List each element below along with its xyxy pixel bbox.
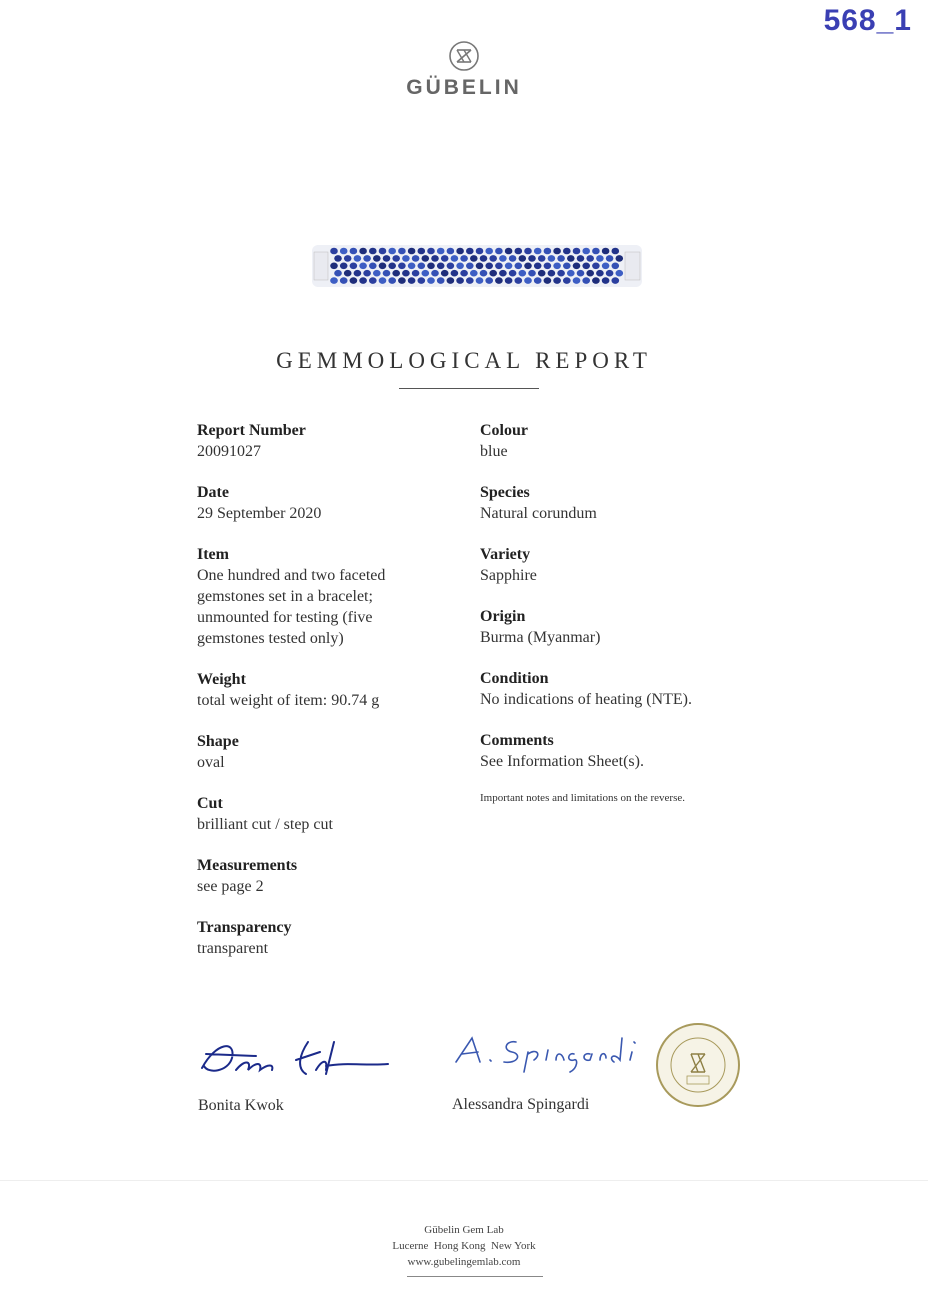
sapphire-stone	[447, 277, 455, 284]
field-value: oval	[197, 754, 225, 771]
sapphire-stone	[528, 255, 536, 262]
footer	[0, 1222, 928, 1270]
sapphire-stone	[451, 255, 459, 262]
sapphire-stone	[344, 255, 352, 262]
sapphire-stone	[392, 270, 400, 277]
field-value: Sapphire	[480, 567, 537, 584]
sapphire-stone	[602, 248, 610, 255]
brand-name: GÜBELIN	[406, 76, 522, 99]
field-condition	[480, 668, 740, 710]
signatory-name-right: Alessandra Spingardi	[452, 1096, 590, 1113]
sapphire-stone	[567, 270, 575, 277]
footer-locations: Lucerne Hong Kong New York	[392, 1240, 536, 1252]
sapphire-stone	[553, 263, 561, 270]
sapphire-stone	[586, 255, 594, 262]
field-transparency	[197, 917, 457, 959]
field-value: blue	[480, 443, 508, 460]
sapphire-stone	[538, 270, 546, 277]
field-label: Report Number	[197, 422, 306, 439]
field-value: Burma (Myanmar)	[480, 629, 601, 646]
gubelin-emblem-icon	[448, 40, 480, 72]
sapphire-stone	[573, 263, 581, 270]
sapphire-stone	[602, 277, 610, 284]
field-label: Date	[197, 484, 229, 501]
field-label: Species	[480, 484, 530, 501]
sapphire-stone	[505, 248, 513, 255]
sapphire-stone	[577, 270, 585, 277]
sapphire-stone	[612, 277, 620, 284]
sapphire-stone	[431, 255, 439, 262]
sapphire-stone	[340, 248, 348, 255]
sapphire-stone	[515, 277, 523, 284]
sapphire-stone	[354, 255, 362, 262]
field-label: Origin	[480, 608, 526, 625]
sapphire-stone	[340, 263, 348, 270]
sapphire-stone	[359, 248, 367, 255]
sapphire-stone	[330, 263, 338, 270]
sapphire-stone	[363, 270, 371, 277]
footer-lab-name: Gübelin Gem Lab	[424, 1224, 504, 1236]
sapphire-stone	[573, 248, 581, 255]
sapphire-stone	[582, 248, 590, 255]
sapphire-stone	[577, 255, 585, 262]
sapphire-stone	[544, 248, 552, 255]
sapphire-stone	[383, 255, 391, 262]
field-value: See Information Sheet(s).	[480, 753, 644, 770]
sapphire-stone	[422, 255, 430, 262]
sapphire-stone	[408, 248, 416, 255]
sapphire-stone	[456, 277, 464, 284]
sapphire-stone	[427, 248, 435, 255]
footer-website-link[interactable]: www.gubelingemlab.com	[407, 1256, 521, 1268]
field-label: Comments	[480, 732, 554, 749]
sapphire-stone	[330, 248, 338, 255]
sapphire-stone	[412, 255, 420, 262]
sapphire-stone	[485, 263, 493, 270]
sapphire-stone	[460, 270, 468, 277]
sapphire-stone	[553, 277, 561, 284]
document-id-label: 568_1	[823, 4, 912, 37]
report-title: GEMMOLOGICAL REPORT	[276, 348, 652, 373]
sapphire-stone	[373, 270, 381, 277]
field-report-number	[197, 420, 457, 462]
sapphire-stone	[402, 270, 410, 277]
field-shape	[197, 731, 457, 773]
sapphire-stone	[441, 270, 449, 277]
field-value: One hundred and two faceted gemstones set in a bracelet; unmounted for testing (five gemstones tested only)	[197, 567, 386, 647]
sapphire-stone	[596, 270, 604, 277]
signatory-name-left: Bonita Kwok	[198, 1097, 284, 1114]
sapphire-stone	[534, 248, 542, 255]
sapphire-stone	[519, 255, 527, 262]
sapphire-stone	[553, 248, 561, 255]
sapphire-stone	[602, 263, 610, 270]
sapphire-stone	[495, 277, 503, 284]
sapphire-stone	[388, 248, 396, 255]
field-value: 20091027	[197, 443, 261, 460]
sapphire-stone	[476, 263, 484, 270]
footer-website-underline	[407, 1276, 543, 1277]
sapphire-stone	[418, 248, 426, 255]
sapphire-stone	[466, 277, 474, 284]
sapphire-stone	[379, 263, 387, 270]
sapphire-stone	[369, 277, 377, 284]
sapphire-stone	[582, 263, 590, 270]
sapphire-stone	[476, 248, 484, 255]
field-cut	[197, 793, 457, 835]
field-label: Item	[197, 546, 229, 563]
field-label: Measurements	[197, 857, 298, 874]
sapphire-stone	[408, 277, 416, 284]
sapphire-stone	[340, 277, 348, 284]
field-value: 29 September 2020	[197, 505, 322, 522]
sapphire-stone	[596, 255, 604, 262]
sapphire-stone	[524, 277, 532, 284]
sapphire-stone	[548, 270, 556, 277]
sapphire-stone	[592, 263, 600, 270]
sapphire-stone	[544, 277, 552, 284]
field-value: transparent	[197, 940, 269, 957]
sapphire-stone	[573, 277, 581, 284]
sapphire-stone	[334, 255, 342, 262]
signature-alessandra-spingardi	[450, 1028, 670, 1078]
sapphire-stone	[495, 263, 503, 270]
sapphire-stone	[379, 277, 387, 284]
sapphire-stone	[350, 248, 358, 255]
sapphire-stone	[437, 248, 445, 255]
sapphire-stone	[363, 255, 371, 262]
field-label: Variety	[480, 546, 531, 563]
sapphire-stone	[427, 263, 435, 270]
field-value: see page 2	[197, 878, 264, 895]
sapphire-stone	[466, 263, 474, 270]
sapphire-stone	[447, 263, 455, 270]
sapphire-stone	[480, 255, 488, 262]
sapphire-stone	[563, 263, 571, 270]
field-origin	[480, 606, 740, 648]
title-divider	[399, 388, 539, 389]
sapphire-stone	[418, 263, 426, 270]
sapphire-stone	[586, 270, 594, 277]
field-label: Weight	[197, 671, 246, 688]
sapphire-stone	[398, 248, 406, 255]
sapphire-stone	[505, 277, 513, 284]
field-comments	[480, 730, 740, 772]
sapphire-stone	[616, 255, 624, 262]
sapphire-stone	[534, 263, 542, 270]
sapphire-stone	[470, 255, 478, 262]
field-item	[197, 544, 457, 649]
sapphire-stone	[485, 277, 493, 284]
sapphire-stone	[592, 248, 600, 255]
gem-lab-seal-stamp	[655, 1022, 741, 1108]
sapphire-stone	[398, 277, 406, 284]
sapphire-stone	[524, 248, 532, 255]
sapphire-stone	[369, 263, 377, 270]
sapphire-stone	[456, 263, 464, 270]
sapphire-stone	[582, 277, 590, 284]
sapphire-stone	[344, 270, 352, 277]
sapphire-stone	[418, 277, 426, 284]
sapphire-stone	[460, 255, 468, 262]
sapphire-stone	[392, 255, 400, 262]
field-label: Cut	[197, 795, 223, 812]
sapphire-stone	[480, 270, 488, 277]
field-label: Colour	[480, 422, 528, 439]
sapphire-stone	[383, 270, 391, 277]
sapphire-stone	[431, 270, 439, 277]
field-value: Natural corundum	[480, 505, 597, 522]
sapphire-stone	[388, 263, 396, 270]
sapphire-stone	[359, 277, 367, 284]
sapphire-stone	[412, 270, 420, 277]
sapphire-stone	[456, 248, 464, 255]
sapphire-stone	[388, 277, 396, 284]
sapphire-stone	[334, 270, 342, 277]
sapphire-stone	[509, 270, 517, 277]
sapphire-stone	[548, 255, 556, 262]
sapphire-stone	[505, 263, 513, 270]
sapphire-stone	[379, 248, 387, 255]
sapphire-stone	[557, 270, 565, 277]
footer-divider	[0, 1180, 928, 1181]
sapphire-stone	[563, 277, 571, 284]
left-field-column	[197, 420, 457, 979]
field-colour	[480, 420, 740, 462]
field-value: brilliant cut / step cut	[197, 816, 333, 833]
important-note: Important notes and limitations on the reverse.	[480, 792, 685, 804]
sapphire-stone	[466, 248, 474, 255]
sapphire-stone	[606, 255, 614, 262]
sapphire-stone	[519, 270, 527, 277]
sapphire-stone	[538, 255, 546, 262]
sapphire-stone	[515, 263, 523, 270]
sapphire-stone	[567, 255, 575, 262]
sapphire-stone	[495, 248, 503, 255]
field-weight	[197, 669, 457, 711]
sapphire-stone	[441, 255, 449, 262]
right-field-column	[480, 420, 740, 804]
sapphire-stone	[330, 277, 338, 284]
brand-logo	[0, 40, 928, 100]
sapphire-stone	[451, 270, 459, 277]
sapphire-stone	[515, 248, 523, 255]
field-variety	[480, 544, 740, 586]
sapphire-stone	[485, 248, 493, 255]
sapphire-stone	[544, 263, 552, 270]
sapphire-stone	[354, 270, 362, 277]
sapphire-stone	[447, 248, 455, 255]
sapphire-stone	[592, 277, 600, 284]
sapphire-stone	[422, 270, 430, 277]
sapphire-stone	[489, 270, 497, 277]
sapphire-stone	[612, 263, 620, 270]
sapphire-stone	[402, 255, 410, 262]
sapphire-stone	[373, 255, 381, 262]
sapphire-stone	[470, 270, 478, 277]
sapphire-stone	[528, 270, 536, 277]
field-species	[480, 482, 740, 524]
sapphire-stone	[557, 255, 565, 262]
sapphire-stone	[350, 263, 358, 270]
sapphire-stone	[398, 263, 406, 270]
field-measurements	[197, 855, 457, 897]
sapphire-stone	[408, 263, 416, 270]
sapphire-stone	[612, 248, 620, 255]
sapphire-stone	[369, 248, 377, 255]
sapphire-stone	[437, 263, 445, 270]
field-date	[197, 482, 457, 524]
field-label: Transparency	[197, 919, 292, 936]
sapphire-stone	[489, 255, 497, 262]
sapphire-stone	[427, 277, 435, 284]
bracelet-photo	[312, 240, 642, 290]
sapphire-stone	[563, 248, 571, 255]
sapphire-stone	[524, 263, 532, 270]
field-label: Condition	[480, 670, 549, 687]
sapphire-stone	[476, 277, 484, 284]
sapphire-stone	[359, 263, 367, 270]
sapphire-stone	[509, 255, 517, 262]
sapphire-stone	[499, 270, 507, 277]
sapphire-stone	[437, 277, 445, 284]
sapphire-stone	[350, 277, 358, 284]
field-value: No indications of heating (NTE).	[480, 691, 692, 708]
sapphire-stone	[606, 270, 614, 277]
field-value: total weight of item: 90.74 g	[197, 692, 380, 709]
signature-bonita-kwok	[196, 1030, 396, 1085]
sapphire-stone	[616, 270, 624, 277]
field-label: Shape	[197, 733, 239, 750]
sapphire-stone	[499, 255, 507, 262]
sapphire-stone	[534, 277, 542, 284]
